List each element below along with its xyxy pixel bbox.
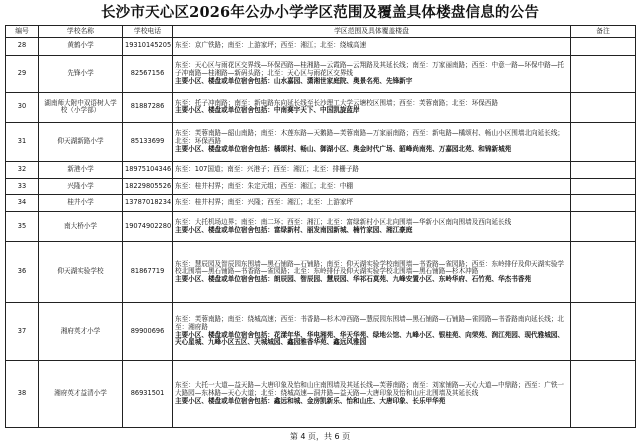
- remarks-cell: [571, 211, 636, 242]
- remarks-cell: [571, 55, 636, 93]
- district-scope: [173, 195, 571, 211]
- boundary-text: 东至：大托机场边界；南至：南二环；西至：湘江；北至：富绿新村小区北向围墙—华新小区南向围墙及西向延长线: [175, 217, 512, 226]
- remarks-cell: [571, 178, 636, 194]
- school-name: 桂井小学: [39, 195, 123, 211]
- table-row: [6, 38, 636, 56]
- table-row: [6, 195, 636, 211]
- covered-estates-text: 主要小区、楼盘或单位宿舍包括：橘颂村、畅山、御湖小区、奥金时代广场、韶峰尚南苑、万嘉园北苑、和锦新城苑: [175, 144, 512, 153]
- school-phone: 89900696: [123, 303, 173, 361]
- boundary-text: 东至：107国道；南至：兴港子；西至：湘江；北至：排栅子路: [175, 165, 360, 174]
- school-phone: 18975104346: [123, 162, 173, 178]
- remarks-cell: [571, 93, 636, 122]
- table-row: [6, 303, 636, 361]
- district-scope: [173, 162, 571, 178]
- district-scope: [173, 303, 571, 361]
- boundary-text: 东至：芙蓉南路；南至：绕城高速；西至：书香路—杉木冲西路—慧辰园东围墙—黑石铺路—石铺路—雀园路—书香路南向延长线；北至：湘府路: [175, 315, 565, 331]
- school-phone: 19074902280: [123, 211, 173, 242]
- covered-estates-text: 主要小区、楼盘或单位宿舍包括：中南赛宇天下、中国凯旋蓝岸: [175, 106, 360, 115]
- covered-estates-text: 主要小区、楼盘或单位宿舍包括：花漾年华、华电湘苑、华天华苑、绿地公馆、九峰小区、银桂苑、向荣苑、润江苑园、现代雅城园、天心星城、九峰小区五区、天城城园、鑫园雅香华苑、鑫远风雅园: [175, 330, 565, 347]
- row-number: 31: [6, 122, 39, 162]
- school-name: 湘府英才小学: [39, 303, 123, 361]
- row-number: 35: [6, 211, 39, 242]
- remarks-cell: [571, 122, 636, 162]
- row-number: 36: [6, 242, 39, 303]
- header-school-phone: 学校电话: [123, 26, 173, 38]
- school-name: 兴隆小学: [39, 178, 123, 194]
- school-name: 南大桥小学: [39, 211, 123, 242]
- school-name: 新港小学: [39, 162, 123, 178]
- boundary-text: 东至：芙蓉南路—韶山南路；南至：木莲东路—天鹅路—芙蓉南路—万家丽南路；西至：新电路—橘颂村、畅山小区围墙北向延长线；北至：环保西路: [175, 129, 565, 146]
- document-title: 长沙市天心区2026年公办小学学区范围及覆盖具体楼盘信息的公告: [100, 4, 540, 21]
- school-name: 仰天湖新路小学: [39, 122, 123, 162]
- school-phone: 19310145205: [123, 38, 173, 56]
- table-body: [6, 38, 636, 428]
- district-scope: [173, 178, 571, 194]
- row-number: 29: [6, 55, 39, 93]
- table-row: [6, 242, 636, 303]
- row-number: 32: [6, 162, 39, 178]
- district-scope: [173, 38, 571, 56]
- school-phone: 81867719: [123, 242, 173, 303]
- district-scope: [173, 93, 571, 122]
- row-number: 37: [6, 303, 39, 361]
- school-district-table: [5, 25, 636, 428]
- covered-estates-text: 主要小区、楼盘或单位宿舍包括：鑫远和城、金房凯新乐、怡和山庄、大唐印象、长乐甲华苑: [175, 396, 446, 405]
- covered-estates-text: 主要小区、楼盘或单位宿舍包括：富绿新村、丽发南园新城、楠竹家园、湘江豪庭: [175, 225, 413, 234]
- boundary-text: 东至：慧辰园及智辰园东围墙—黑石铺路—石铺路；南至：仰天湖实验学校南围墙—书香路—雀园路；西至：东岭排仔及仰天湖实验学校北围墙—黑石铺路—书香路—雀园路；北至：东岭排仔及仰天湖实验学校北围墙—黑石铺路—杉木冲路: [175, 259, 565, 276]
- boundary-text: 东至：天心区与雨花区交界线—环保西路—桂湘路—云霞路—云翔路及其延长线；南至：万家丽南路；西至：中意一路—环保中路—托子冲南路—桂湘路—新码头路；北至：天心区与雨花区交界线: [175, 61, 565, 77]
- school-phone: 18229805526: [123, 178, 173, 194]
- header-district-scope: 学区范围及具体覆盖楼盘: [173, 26, 571, 38]
- remarks-cell: [571, 360, 636, 427]
- boundary-text: 东至：桂井村界；南至：朱定元组；西至：湘江；北至：中棚: [175, 181, 354, 190]
- table-header-row: [6, 26, 636, 38]
- school-phone: 85133699: [123, 122, 173, 162]
- boundary-text: 东至：托子冲南路；南至：新电路东向延长线至长沙理工大学云塘校区围墙；西至：芙蓉南路；北至：环保西路: [175, 98, 499, 107]
- district-scope: [173, 122, 571, 162]
- table-row: [6, 162, 636, 178]
- school-phone: 13787018234: [123, 195, 173, 211]
- district-scope: [173, 360, 571, 427]
- table-row: [6, 93, 636, 122]
- header-school-name: 学校名称: [39, 26, 123, 38]
- row-number: 38: [6, 360, 39, 427]
- table-row: [6, 122, 636, 162]
- covered-estates-text: 主要小区、楼盘或单位宿舍包括：山水嘉园、潇湘世家庭院、奥景名苑、先锋新宇: [175, 76, 413, 85]
- school-name: 湘府英才益清小学: [39, 360, 123, 427]
- school-phone: 86931501: [123, 360, 173, 427]
- remarks-cell: [571, 303, 636, 361]
- header-number: 编号: [6, 26, 39, 38]
- row-number: 33: [6, 178, 39, 194]
- table-row: [6, 360, 636, 427]
- school-phone: 82567156: [123, 55, 173, 93]
- remarks-cell: [571, 38, 636, 56]
- page-footer: 第 4 页，共 6 页: [289, 432, 351, 441]
- row-number: 30: [6, 93, 39, 122]
- school-name: 湖南师大附中双语树人学校（小学部）: [39, 93, 123, 122]
- covered-estates-text: 主要小区、楼盘或单位宿舍包括：朗辰园、智辰园、慧辰园、华祁石莫苑、九峰安置小区、东岭华府、石竹苑、华杰书香苑: [175, 275, 532, 284]
- table-row: [6, 178, 636, 194]
- district-scope: [173, 211, 571, 242]
- row-number: 28: [6, 38, 39, 56]
- remarks-cell: [571, 195, 636, 211]
- boundary-text: 东至：桂井村界；南至：兴隆；西至：湘江；北至：上游家坪: [175, 198, 354, 207]
- boundary-text: 东至：京广铁路；南至：上游家坪；西至：湘江；北至：绕城高速: [175, 41, 367, 50]
- school-phone: 81887286: [123, 93, 173, 122]
- header-remarks: 备注: [571, 26, 636, 38]
- remarks-cell: [571, 162, 636, 178]
- district-scope: [173, 242, 571, 303]
- school-name: 仰天湖实验学校: [39, 242, 123, 303]
- district-scope: [173, 55, 571, 93]
- row-number: 34: [6, 195, 39, 211]
- school-name: 黄鹤小学: [39, 38, 123, 56]
- table-row: [6, 211, 636, 242]
- table-row: [6, 55, 636, 93]
- boundary-text: 东至：大托一大道—益天路—大唐印象及怡和山庄南围墙及其延长线—芙蓉南路；南至：刘家铺路—天心大道—中鼎路；西至：广铁一大路园—东林路—天心大道；北至：绕城高速—洞井路—益天路—大唐印象及怡和山庄北围墙及其延长线: [175, 381, 565, 398]
- remarks-cell: [571, 242, 636, 303]
- school-name: 先锋小学: [39, 55, 123, 93]
